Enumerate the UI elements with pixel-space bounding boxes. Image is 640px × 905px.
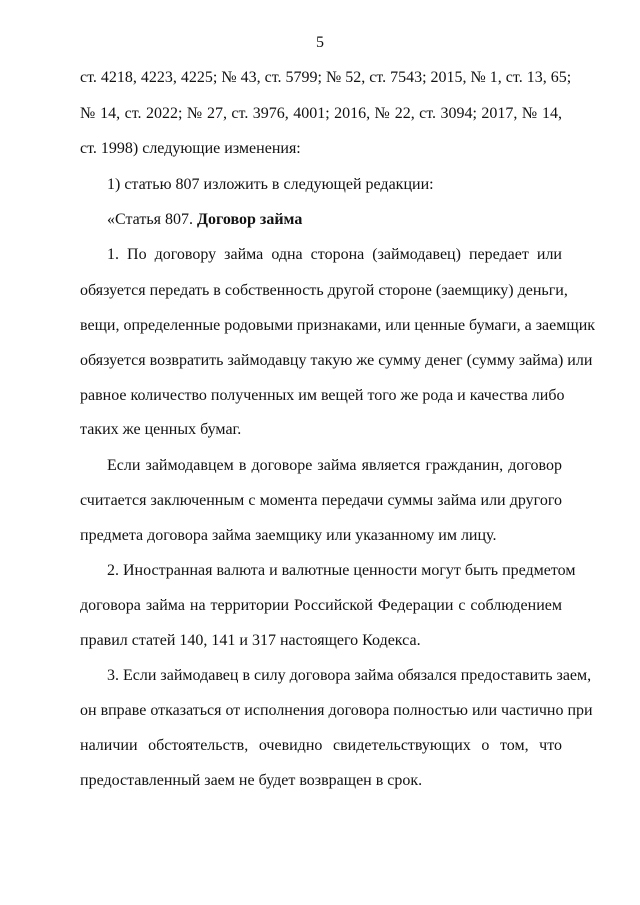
text-line: 3. Если займодавец в силу договора займа обязался предоставить заем, [107, 667, 592, 684]
text-line: Если займодавцем в договоре займа является гражданин, договор [107, 457, 562, 474]
text-line: 1. По договору займа одна сторона (займодавец) передает или [107, 246, 562, 263]
text-line: 2. Иностранная валюта и валютные ценности могут быть предметом [107, 562, 576, 579]
text-line: он вправе отказаться от исполнения договора полностью или частично при [80, 702, 593, 719]
text-line: ст. 4218, 4223, 4225; № 43, ст. 5799; № 52, ст. 7543; 2015, № 1, ст. 13, 65; [80, 69, 572, 86]
text-line: 1) статью 807 изложить в следующей редакции: [107, 176, 434, 193]
article-heading [107, 210, 562, 230]
article-title: Договор займа [196, 211, 303, 228]
text-line: правил статей 140, 141 и 317 настоящего Кодекса. [80, 632, 421, 649]
text-line: равное количество полученных им вещей того же рода и качества либо [80, 387, 565, 404]
text-line: считается заключенным с момента передачи суммы займа или другого [80, 492, 562, 509]
page-number: 5 [316, 34, 324, 51]
article-number: «Статья 807. [107, 211, 197, 228]
text-line: обязуется возвратить займодавцу такую же сумму денег (сумму займа) или [80, 352, 593, 369]
text-line: предоставленный заем не будет возвращен в срок. [80, 772, 423, 789]
text-line: предмета договора займа заемщику или указанному им лицу. [80, 527, 497, 544]
text-line: обязуется передать в собственность другой стороне (заемщику) деньги, [80, 282, 568, 299]
text-line: вещи, определенные родовыми признаками, или ценные бумаги, а заемщик [80, 317, 596, 334]
text-line: № 14, ст. 2022; № 27, ст. 3976, 4001; 2016, № 22, ст. 3094; 2017, № 14, [80, 105, 562, 122]
text-line: договора займа на территории Российской Федерации с соблюдением [80, 597, 562, 614]
text-line: ст. 1998) следующие изменения: [80, 140, 301, 157]
text-line: наличии обстоятельств, очевидно свидетельствующих о том, что [80, 737, 562, 754]
text-line: таких же ценных бумаг. [80, 421, 242, 438]
